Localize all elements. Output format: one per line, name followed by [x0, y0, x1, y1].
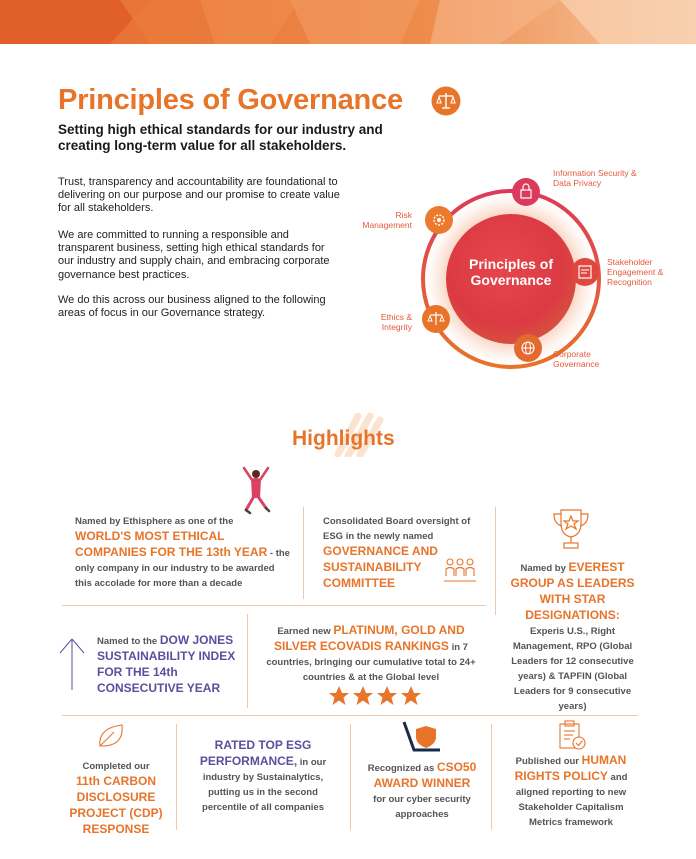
- highlight-cso50: Recognized as CSO50 AWARD WINNER for our cyber security approaches: [367, 760, 477, 820]
- page-title: Principles of Governance: [58, 84, 403, 116]
- stars-rating: [328, 685, 424, 707]
- node-label-corporate-governance: Corporate Governance: [553, 349, 600, 369]
- highlight-cdp: Completed our 11th CARBON DISCLOSURE PROJECT (CDP) RESPONSE: [69, 761, 163, 836]
- gear-icon: [424, 205, 454, 235]
- highlight-ecovadis: Earned new PLATINUM, GOLD AND SILVER ECOVADIS RANKINGS in 7 countries, bringing our cumulative total to 24+ countries & at the Global level: [266, 623, 476, 683]
- divider: [303, 507, 304, 599]
- highlights-title: Highlights: [292, 427, 395, 450]
- highlight-board-oversight: Consolidated Board oversight of ESG in the newly named GOVERNANCE AND SUSTAINABILITY COMMITTEE: [323, 516, 471, 590]
- intro-paragraph: We are committed to running a responsible and transparent business, setting high ethical standards for our industry and supply chain, and embracing corporate governance best practices.: [58, 229, 330, 281]
- node-label-stakeholder-engagement: Stakeholder Engagement & Recognition: [607, 257, 664, 287]
- highlight-human-rights: Published our HUMAN RIGHTS POLICY and aligned reporting to new Stakeholder Capitalism Metrics framework: [514, 753, 628, 828]
- node-label-ethics: Ethics & Integrity: [380, 312, 412, 332]
- trophy-icon: [551, 507, 591, 551]
- page-subtitle: Setting high ethical standards for our industry and creating long-term value for all stakeholders.: [58, 122, 383, 153]
- certificate-icon: [570, 257, 600, 287]
- node-label-information-security: Information Security & Data Privacy: [553, 168, 637, 188]
- center-label: Principles of Governance: [468, 256, 554, 288]
- scales-icon: [421, 304, 451, 334]
- highlight-dow-jones: Named to the DOW JONES SUSTAINABILITY INDEX FOR THE 14th CONSECUTIVE YEAR: [97, 633, 236, 695]
- highlight-ethisphere: Named by Ethisphere as one of the WORLD'S MOST ETHICAL COMPANIES FOR THE 13th YEAR - the only company in our industry to be awarded this accolade for more than a decade: [75, 516, 290, 589]
- node-label-risk-management: Risk Management: [362, 210, 412, 230]
- banner-graphic: [0, 0, 696, 44]
- leaf-icon: [96, 722, 126, 750]
- scales-icon: [431, 86, 461, 116]
- document-check-icon: [557, 720, 589, 752]
- globe-icon: [513, 333, 543, 363]
- divider: [495, 507, 496, 615]
- divider: [350, 724, 351, 830]
- lock-icon: [511, 177, 541, 207]
- divider: [62, 605, 486, 606]
- top-banner: [0, 0, 696, 44]
- intro-paragraph: Trust, transparency and accountability are foundational to delivering on our purpose and our promise to create value for all stakeholders.: [58, 176, 340, 215]
- highlight-everest-group: Named by EVEREST GROUP AS LEADERS WITH STAR DESIGNATIONS: Experis U.S., Right Management, RPO (Global Leaders for 12 consecutive years) & TAPFIN (Global Leaders for 9 consecutive years): [510, 560, 635, 712]
- divider: [176, 724, 177, 830]
- divider: [491, 724, 492, 830]
- intro-paragraph: We do this across our business aligned to the following areas of focus in our Governance strategy.: [58, 294, 326, 320]
- divider: [247, 614, 248, 708]
- divider: [62, 715, 638, 716]
- shield-laptop-icon: [402, 720, 442, 756]
- highlight-sustainalytics: RATED TOP ESG PERFORMANCE, in our industry by Sustainalytics, putting us in the second percentile of all companies: [199, 738, 327, 813]
- arrow-up-icon: [58, 636, 86, 692]
